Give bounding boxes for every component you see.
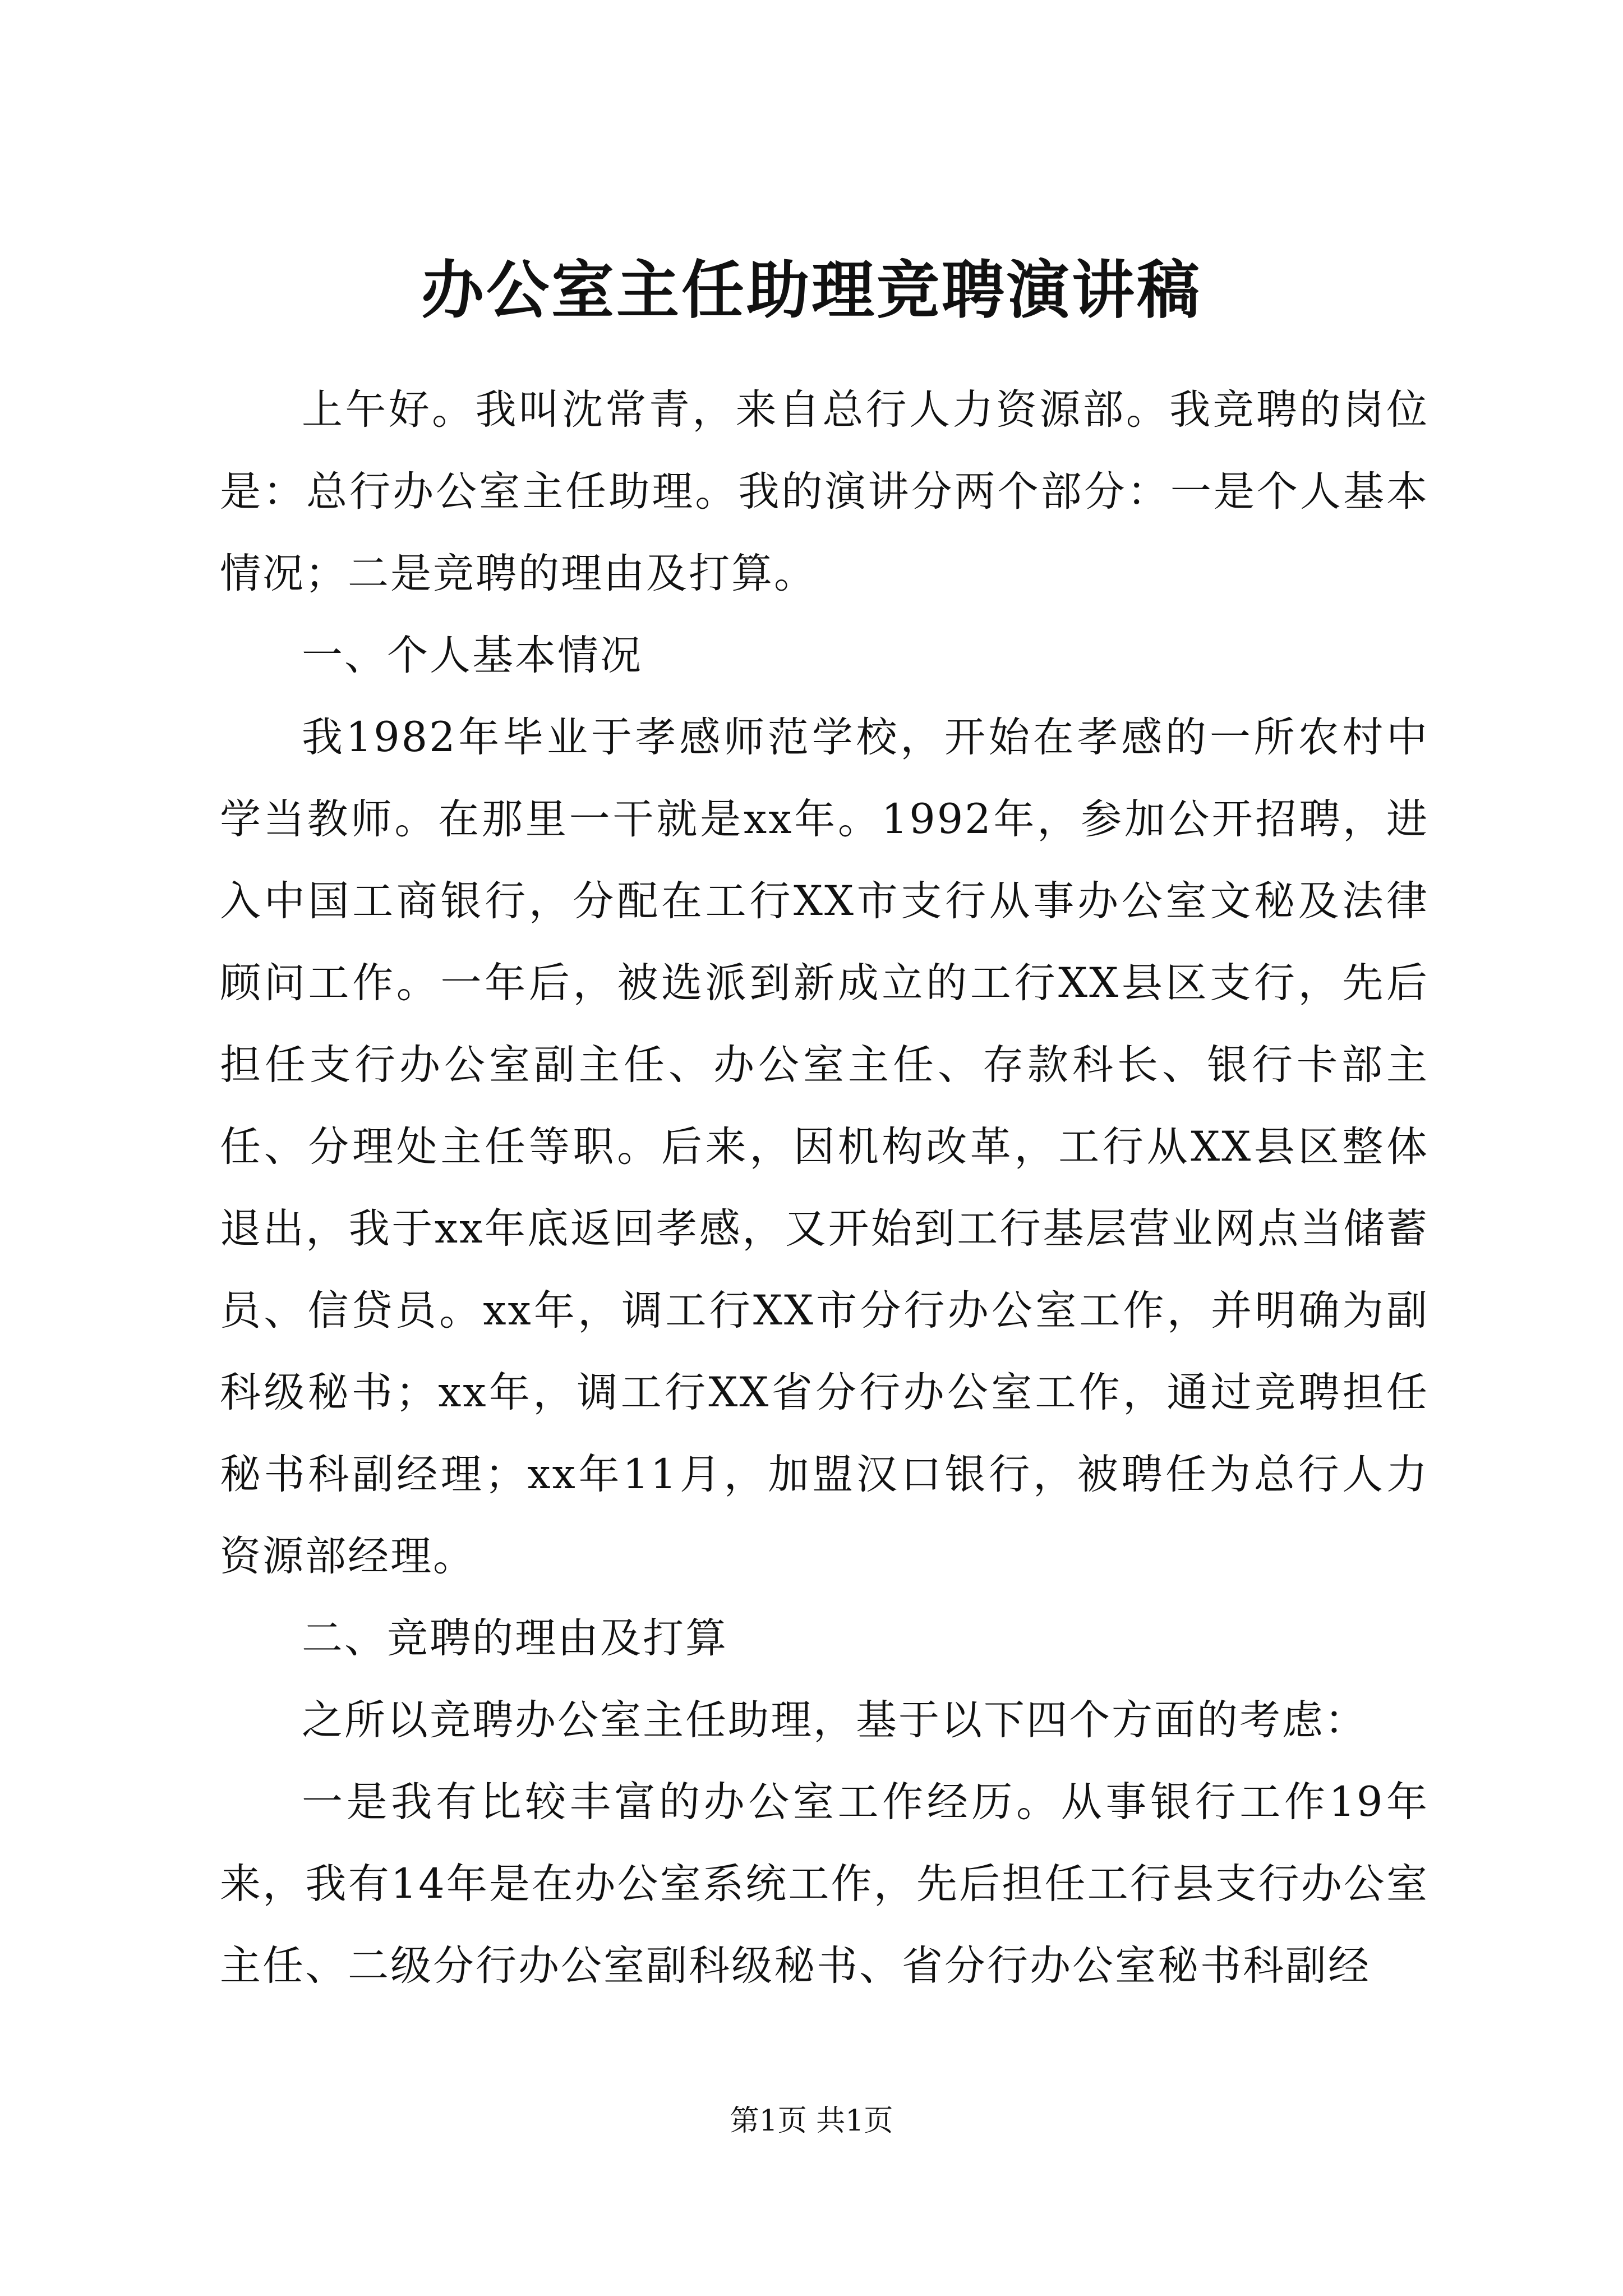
paragraph-greeting: 上午好。我叫沈常青，来自总行人力资源部。我竞聘的岗位是：总行办公室主任助理。我的演讲分两个部分：一是个人基本情况；二是竞聘的理由及打算。 bbox=[220, 386, 1429, 597]
section-heading-personal-info: 一、个人基本情况 bbox=[302, 632, 643, 679]
document-body bbox=[220, 369, 1429, 2007]
paragraph-personal-history: 我1982年毕业于孝感师范学校，开始在孝感的一所农村中学当教师。在那里一干就是xx年。1992年，参加公开招聘，进入中国工商银行，分配在工行XX市支行从事办公室文秘及法律顾问工作。一年后，被选派到新成立的工行XX县区支行，先后担任支行办公室副主任、办公室主任、存款科长、银行卡部主任、分理处主任等职。后来，因机构改革，工行从XX县区整体退出，我于xx年底返回孝感，又开始到工行基层营业网点当储蓄员、信贷员。xx年，调工行XX市分行办公室工作，并明确为副科级秘书；xx年，调工行XX省分行办公室工作，通过竞聘担任秘书科副经理；xx年11月，加盟汉口银行，被聘任为总行人力资源部经理。 bbox=[220, 714, 1429, 1580]
page-number-footer: 第1页 共1页 bbox=[730, 2104, 893, 2138]
document-title: 办公室主任助理竞聘演讲稿 bbox=[421, 254, 1202, 327]
paragraph-reason-one: 一是我有比较丰富的办公室工作经历。从事银行工作19年来，我有14年是在办公室系统工作，先后担任工行县支行办公室主任、二级分行办公室副科级秘书、省分行办公室秘书科副经 bbox=[220, 1778, 1429, 1990]
paragraph-reasons-intro: 之所以竞聘办公室主任助理，基于以下四个方面的考虑： bbox=[302, 1696, 1367, 1744]
section-heading-reasons: 二、竞聘的理由及打算 bbox=[302, 1614, 728, 1662]
